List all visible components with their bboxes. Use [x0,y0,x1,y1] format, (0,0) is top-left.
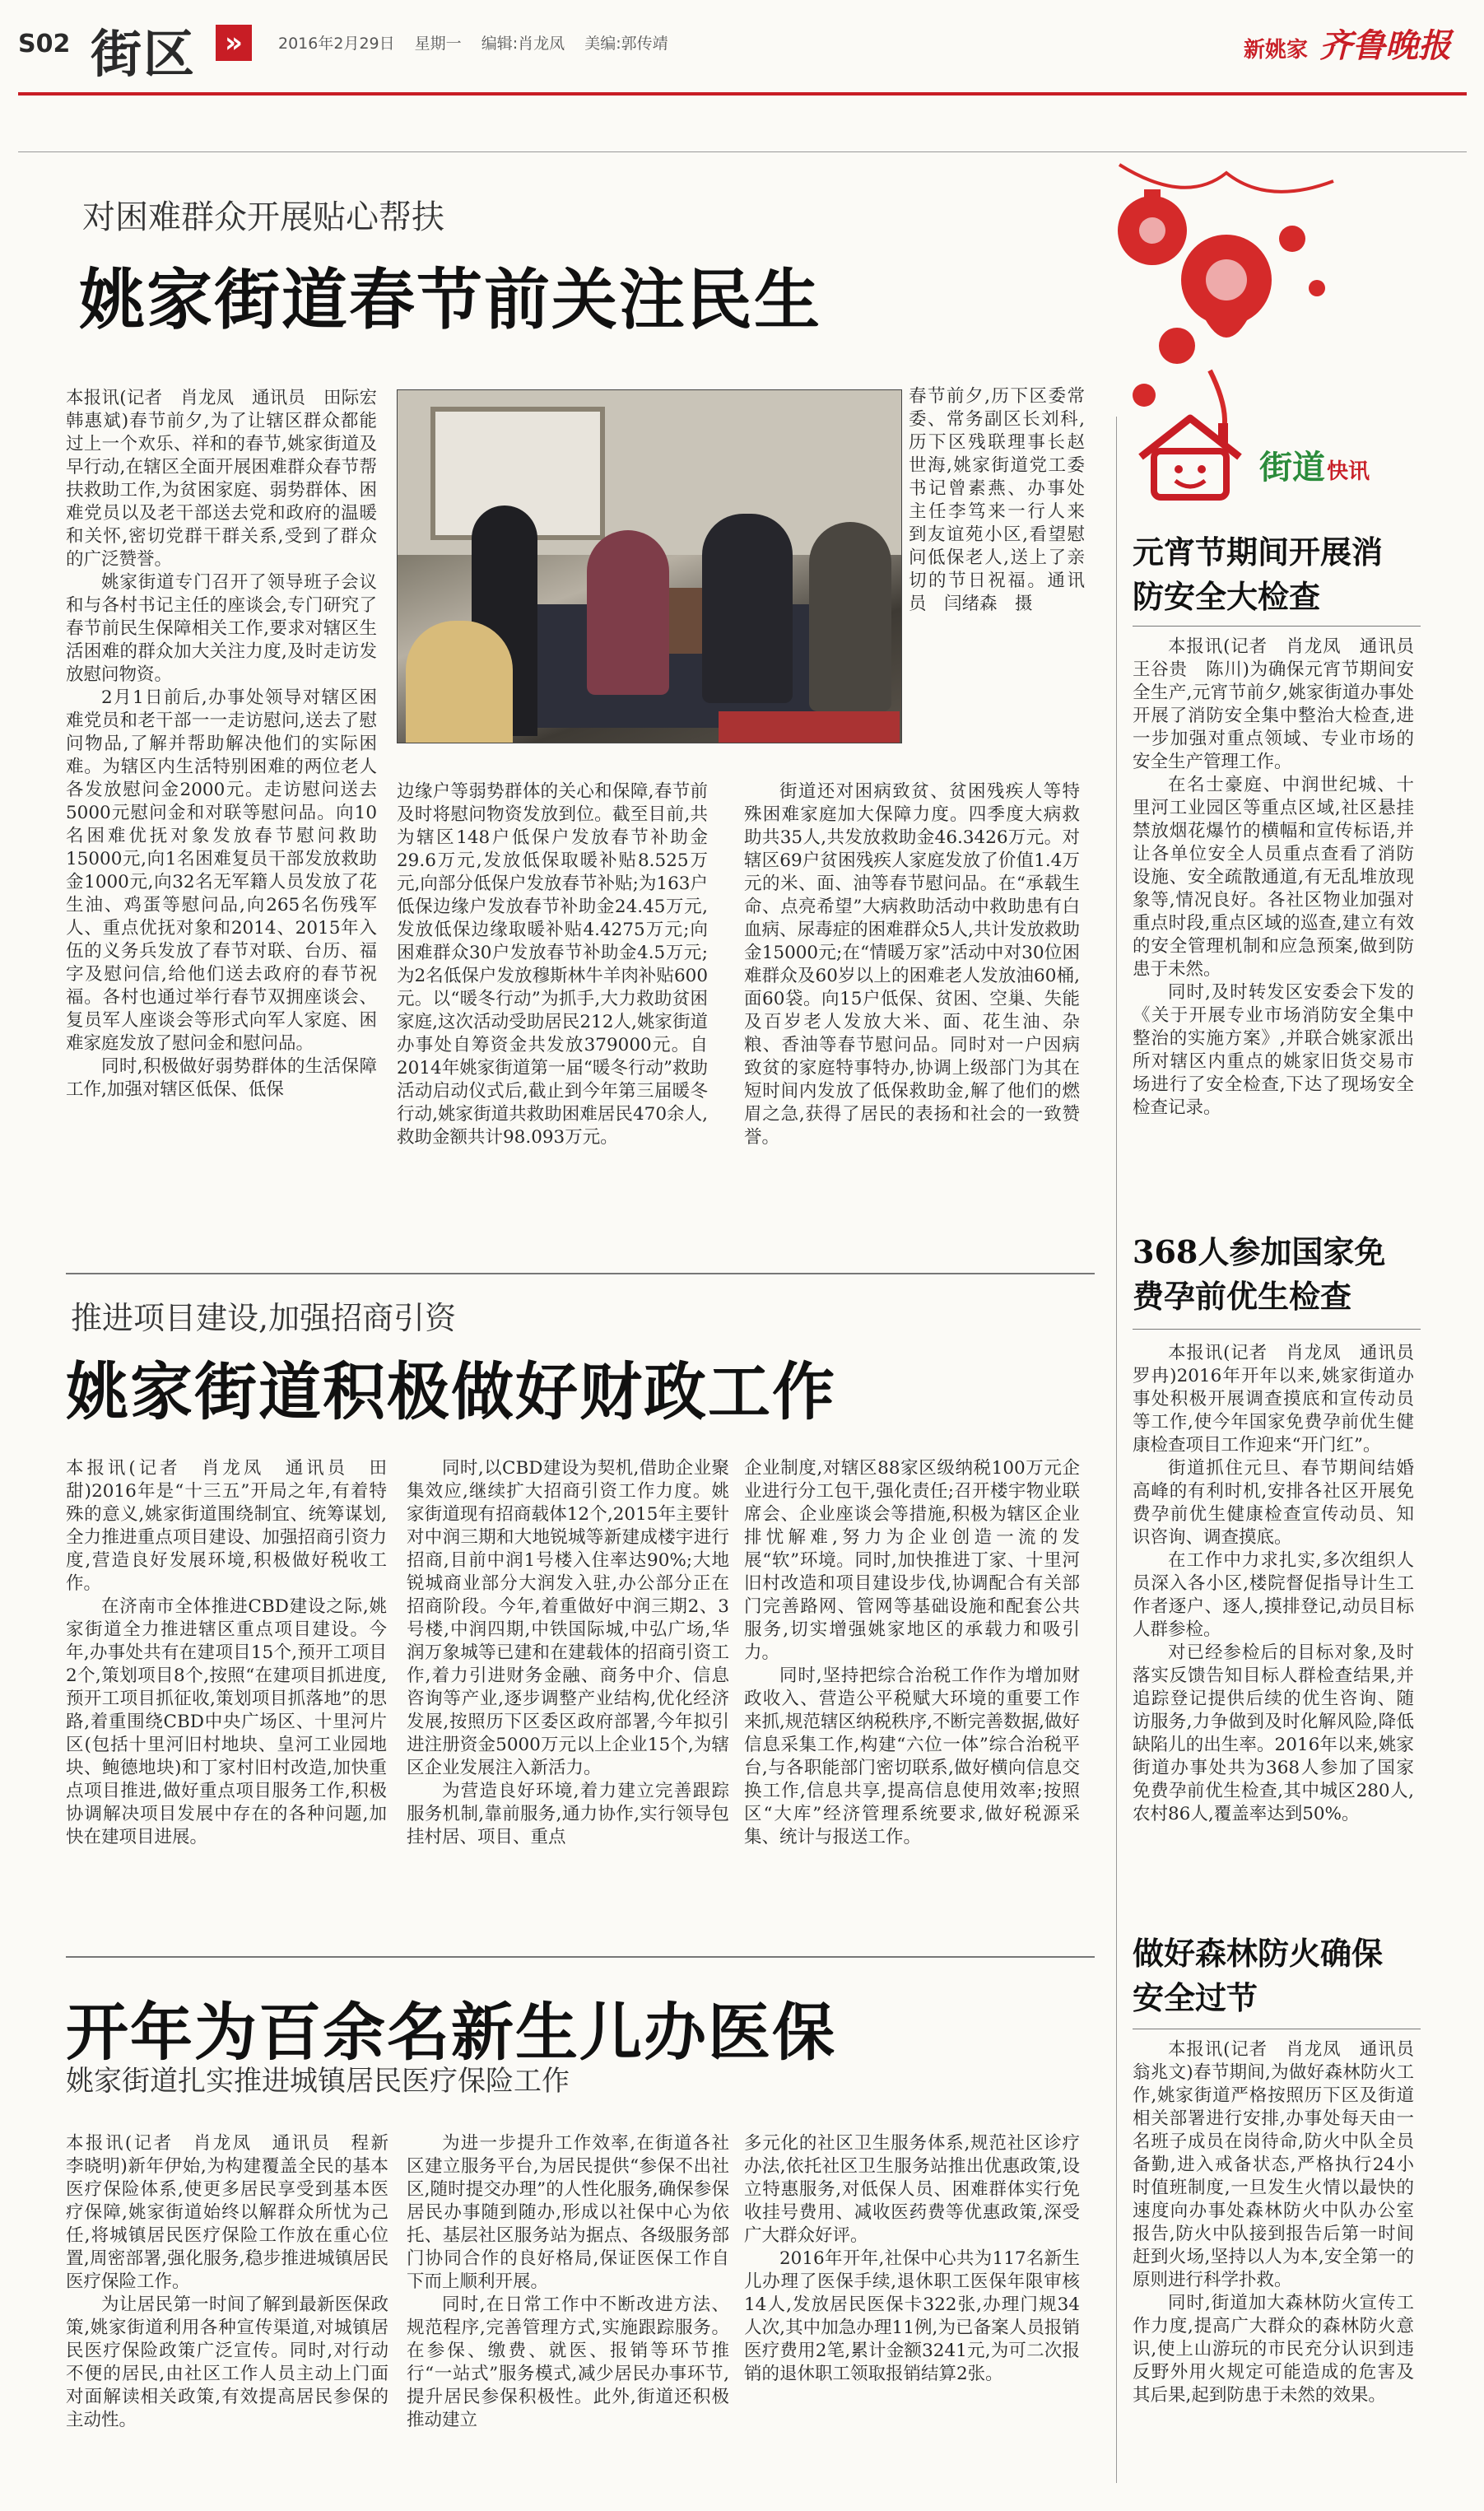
article3-col3-p1: 多元化的社区卫生服务体系,规范社区诊疗办法,依托社区卫生服务站推出优惠政策,设立特惠服务,对低保人员、困难群体实行免收挂号费用、减收医药费等优惠政策,深受广大群众好评。 [744,2133,1080,2246]
article2-col2-p1: 同时,以CBD建设为契机,借助企业聚集效应,继续扩大招商引资工作力度。姚家街道现有招商载体12个,2015年主要针对中润三期和大地锐城等新建成楼宇进行招商,目前中润1号楼入住率达90%;大地锐城商业部分大润发入驻,办公部分正在招商阶段。今年,着重做好中润三期2、3号楼,中润四期,中铁国际城,中弘广场,华润万象城等已建和在建载体的招商引资工作,着力引进财务金融、商务中介、信息咨询等产业,逐步调整产业结构,优化经济发展,按照历下区委区政府部署,今年拟引进注册资金5000万元以上企业15个,为辖区企业发展注入新活力。 [407,1458,729,1778]
sidebar-rule [1133,626,1421,627]
sidebar-news2-p4: 对已经参检后的目标对象,及时落实反馈告知目标人群检查结果,并追踪登记提供后续的优生咨询、随访服务,力争做到及时化解风险,降低缺陷儿的出生率。2016年以来,姚家街道办事处共为368人参加了国家免费孕前优生检查,其中城区280人,农村86人,覆盖率达到50%。 [1133,1642,1414,1824]
smiling-house-icon [1133,412,1248,502]
article1-col1 [66,387,395,1102]
sidebar-news2-byline: 本报讯(记者 肖龙凤 通讯员 罗冉) [1133,1343,1432,1386]
article2-col1-p1: 2016年是“十三五”开局之年,有着特殊的意义,姚家街道围绕制宜、统筹谋划,全力推进重点项目建设、加强招商引资力度,营造良好发展环境,积极做好税收工作。 [66,1481,387,1594]
article2-col3-p1: 企业制度,对辖区88家区级纳税100万元企业进行分工包干,强化责任;召开楼宇物业联席会、企业座谈会等措施,积极为辖区企业排忧解难,努力为企业创造一流的发展“软”环境。同时,加快推进丁家、十里河旧村改造和项目建设步伐,协调配合有关部门完善路网、管网等基础设施和配套公共服务,切实增强姚家地区的承载力和吸引力。 [744,1458,1080,1663]
sidebar-news1-title: 元宵节期间开展消防安全大检查 [1133,533,1384,615]
article1-byline: 本报讯(记者 肖龙凤 通讯员 田际宏 韩惠斌) [66,388,395,431]
article1-col1-p1: 春节前夕,为了让辖区群众都能过上一个欢乐、祥和的春节,姚家街道及早行动,在辖区全面开展困难群众春节帮扶救助工作,为贫困家庭、弱势群体、困难党员以及老干部送去党和政府的温暖和关怀,密切党群干群关系,受到了群众的广泛赞誉。 [66,411,377,570]
article1-kicker: 对困难群众开展贴心帮扶 [82,198,444,236]
article3-col1 [66,2132,407,2432]
article3-col1-p1: 新年伊始,为构建覆盖全民的基本医疗保险体系,使更多居民享受到基本医疗保障,姚家街道始终以解群众所忧为己任,将城镇居民医疗保险工作放在重心位置,周密部署,强化服务,稳步推进城镇居民医疗保险工作。 [66,2156,389,2292]
sidebar-news3-body [1133,2038,1432,2407]
sidebar-news3-p2: 同时,街道加大森林防火宣传工作力度,提高广大群众的森林防火意识,使上山游玩的市民充分认识到违反野外用火规定可能造成的危害及其后果,起到防患于未然的效果。 [1133,2293,1414,2406]
article2-col3-p2: 同时,坚持把综合治税工作作为增加财政收入、营造公平税赋大环境的重要工作来抓,规范辖区纳税秩序,不断完善数据,做好信息采集工作,构建“六位一体”综合治税平台,与各职能部门密切联系,做好横向信息交换工作,信息共享,提高信息使用效率;按照区“大库”经济管理系统要求,做好税源采集、统计与报送工作。 [744,1665,1080,1847]
sidebar-news3-byline: 本报讯(记者 肖龙凤 通讯员 翁兆文) [1133,2039,1432,2083]
article-divider [66,1956,1095,1958]
photo-caption: 春节前夕,历下区委常委、常务副区长刘科,历下区残联理事长赵世海,姚家街道党工委书记曾素燕、办事处主任李笃来一行人来到友谊苑小区,看望慰问低保老人,送上了亲切的节日祝福。通讯员 闫绪森 摄 [909,386,1085,614]
article3-col3-p2: 2016年开年,社保中心共为117名新生儿办理了医保手续,退休职工医保年限审核14人,发放居民医保卡322张,办理门规34人次,其中加急办理11例,为已备案人员报销医疗费用2笔,累计金额3241元,为可二次报销的退休职工领取报销结算2张。 [744,2248,1080,2384]
sidebar-border [1116,417,1117,2483]
article2-col3 [744,1457,1080,1849]
sidebar-news3-p1: 春节期间,为做好森林防火工作,姚家街道严格按照历下区及街道相关部署进行安排,办事处每天由一名班子成员在岗待命,防火中队全员备勤,进入戒备状态,严格执行24小时值班制度,一旦发生火情以最快的速度向办事处森林防火中队办公室报告,防火中队接到报告后第一时间赶到火场,坚持以人为本,安全第一的原则进行科学扑救。 [1133,2062,1415,2290]
article2-kicker: 推进项目建设,加强招商引资 [71,1300,457,1336]
sidebar-news2-p2: 街道抓住元旦、春节期间结婚高峰的有利时机,安排各社区开展免费孕前优生健康检查宣传动员、知识咨询、调查摸底。 [1133,1458,1414,1548]
article2-col1 [66,1457,387,1849]
sidebar-news2-title: 368人参加国家免费孕前优生检查 [1133,1233,1386,1315]
lantern-decoration [1086,156,1358,453]
article1-headline: 姚家街道春节前关注民生 [79,261,821,338]
issue-date: 2016年2月29日 [278,35,395,53]
article3-subhead: 姚家街道扎实推进城镇居民医疗保险工作 [66,2065,570,2098]
sidebar-news1-byline: 本报讯(记者 肖龙凤 通讯员 王谷贵 陈川) [1133,636,1432,680]
article1-col1-p3: 2月1日前后,办事处领导对辖区困难党员和老干部一一走访慰问,送去了慰问物品,了解并帮助解决他们的实际困难。为辖区内生活特别困难的两位老人各发放慰问金2000元。走访慰问送去5000元慰问金和对联等慰问品。向10名困难优抚对象发放春节慰问救助15000元,向1名困难复员干部发放救助金1000元,向32名无军籍人员发放了花生油、鸡蛋等慰问品,向265名伤残军人、重点优抚对象和2014、2015年入伍的义务兵发放了春节对联、台历、福字及慰问信,给他们送去政府的春节祝福。各村也通过举行春节双拥座谈会、复员军人座谈会等形式向军人家庭、困难家庭发放了慰问金和慰问品。 [66,687,377,1054]
article3-col2-p2: 同时,在日常工作中不断改进方法、规范程序,完善管理方式,实施跟踪服务。在参保、缴费、就医、报销等环节推行“一站式”服务模式,减少居民办事环节,提升居民参保积极性。此外,街道还积极推动建立 [407,2294,729,2430]
article2-col2-p2: 为营造良好环境,着力建立完善跟踪服务机制,靠前服务,通力协作,实行领导包挂村居、项目、重点 [407,1781,729,1847]
page-number: S02 [18,30,71,58]
brand-logo [1244,20,1451,67]
article2-col1-p2: 在济南市全体推进CBD建设之际,姚家街道全力推进辖区重点项目建设。今年,办事处共有在建项目15个,预开工项目2个,策划项目8个,按照“在建项目抓进度,预开工项目抓征收,策划项目抓落地”的思路,着重围绕CBD中央广场区、十里河片区(包括十里河旧村地块、皇河工业园地块、鲍德地块)和丁家村旧村改造,加快重点项目推进,做好重点项目服务工作,积极协调解决项目发展中存在的各种问题,加快在建项目进展。 [66,1596,387,1847]
section-title: 街区 [91,24,197,84]
article1-col3-p1: 街道还对困病致贫、贫困残疾人等特殊困难家庭加大保障力度。四季度大病救助共35人,共发放救助金46.3426万元。对辖区69户贫困残疾人家庭发放了价值1.4万元的米、面、油等春节慰问品。在“承载生命、点亮希望”大病救助活动中救助患有白血病、尿毒症的困难群众5人,共计发放救助金15000元;在“情暖万家”活动中对30位困难群众及60岁以上的困难老人发放油60桶,面60袋。向15户低保、贫困、空巢、失能及百岁老人发放大米、面、花生油、杂粮、香油等春节慰问品。同时对一户因病致贫的家庭特事特办,协调上级部门为其在短时间内发放了低保救助金,解了他们的燃眉之急,获得了居民的表扬和社会的一致赞誉。 [744,781,1080,1148]
article3-byline: 本报讯(记者 肖龙凤 通讯员 程新 李晓明) [66,2133,407,2177]
article2-byline: 本报讯(记者 肖龙凤 通讯员 田甜) [66,1458,387,1502]
header-subrule [18,151,1467,152]
issue-weekday: 星期一 [414,35,462,53]
sidebar-news2-body [1133,1342,1432,1826]
article3-col2 [407,2132,729,2432]
article1-col2-p1: 边缘户等弱势群体的关心和保障,春节前及时将慰问物资发放到位。截至目前,共为辖区148户低保户发放春节补助金29.6万元,发放低保取暖补贴8.525万元,向部分低保户发放春节补贴;为163户低保边缘户发放春节补助金24.45万元,发放低保边缘取暖补贴4.4275万元;向困难群众30户发放春节补助金4.5万元;为2名低保户发放穆斯林牛羊肉补贴600元。以“暖冬行动”为抓手,大力救助贫困家庭,这次活动受助居民212人,姚家街道办事处自筹资金共发放379000元。自2014年姚家街道第一届“暖冬行动”救助活动启动仪式后,截止到今年第三届暖冬行动,姚家街道共救助困难居民470余人,救助金额共计98.093万元。 [397,781,708,1148]
sidebar-news1-p1: 为确保元宵节期间安全生产,元宵节前夕,姚家街道办事处开展了消防安全集中整治大检查,进一步加强对重点领域、专业市场的安全生产管理工作。 [1133,659,1414,772]
news-photo [397,389,902,743]
issue-info [278,31,668,54]
brand-right: 齐鲁晚报 [1319,26,1451,65]
art-editor-credit: 美编:郭传靖 [584,35,668,53]
sidebar-news2-p1: 2016年开年以来,姚家街道办事处积极开展调查摸底和宣传动员等工作,使今年国家免费孕前优生健康检查项目工作迎来“开门红”。 [1133,1366,1414,1456]
editor-credit: 编辑:肖龙凤 [481,35,565,53]
article1-col1-p4: 同时,积极做好弱势群体的生活保障工作,加强对辖区低保、低保 [66,1056,377,1100]
sidebar-news1-body [1133,636,1432,1120]
sidebar-rule [1133,1329,1421,1330]
article1-col2 [397,780,708,1149]
article3-col3 [744,2132,1080,2386]
article3-col1-p2: 为让居民第一时间了解到最新医保政策,姚家街道利用各种宣传渠道,对城镇居民医疗保险政策广泛宣传。同时,对行动不便的居民,由社区工作人员主动上门面对面解读相关政策,有效提高居民参保的主动性。 [66,2294,388,2430]
sidebar-news2-p3: 在工作中力求扎实,多次组织人员深入各小区,楼院督促指导计生工作者逐户、逐人,摸排登记,动员目标人群参检。 [1133,1550,1414,1640]
article3-col2-p1: 为进一步提升工作效率,在街道各社区建立服务平台,为居民提供“参保不出社区,随时提交办理”的人性化服务,确保参保居民办事随到随办,形成以社保中心为依托、基层社区服务站为据点、各级服务部门协同合作的良好格局,保证医保工作自下而上顺利开展。 [407,2133,729,2292]
sidebar-news1-p2: 在名士豪庭、中润世纪城、十里河工业园区等重点区域,社区悬挂禁放烟花爆竹的横幅和宣传标语,并让各单位安全人员重点查看了消防设施、安全疏散通道,有无乱堆放现象等,情况良好。各社区物业加强对重点时段,重点区域的巡查,建立有效的安全管理机制和应急预案,做到防患于未然。 [1133,775,1414,980]
article2-headline: 姚家街道积极做好财政工作 [66,1355,836,1428]
header-rule [18,92,1467,96]
double-chevron-icon: » [216,25,252,61]
sidebar-news1-p3: 同时,及时转发区安委会下发的《关于开展专业市场消防安全集中整治的实施方案》,并联合姚家派出所对辖区内重点的姚家旧货交易市场进行了安全检查,下达了现场安全检查记录。 [1133,982,1414,1118]
article1-col3 [744,780,1080,1149]
brand-left: 新姚家 [1243,38,1308,63]
article-divider [66,1273,1095,1274]
sidebar-news3-title: 做好森林防火确保安全过节 [1133,1935,1384,2016]
article2-col2 [407,1457,729,1849]
article1-col1-p2: 姚家街道专门召开了领导班子会议和与各村书记主任的座谈会,专门研究了春节前民生保障相关工作,要求对辖区生活困难的群众加大关注力度,及时走访发放慰问物资。 [66,572,377,685]
sidebar-badge: 街道快讯 [1259,448,1370,487]
article3-headline: 开年为百余名新生儿办医保 [66,1996,836,2069]
